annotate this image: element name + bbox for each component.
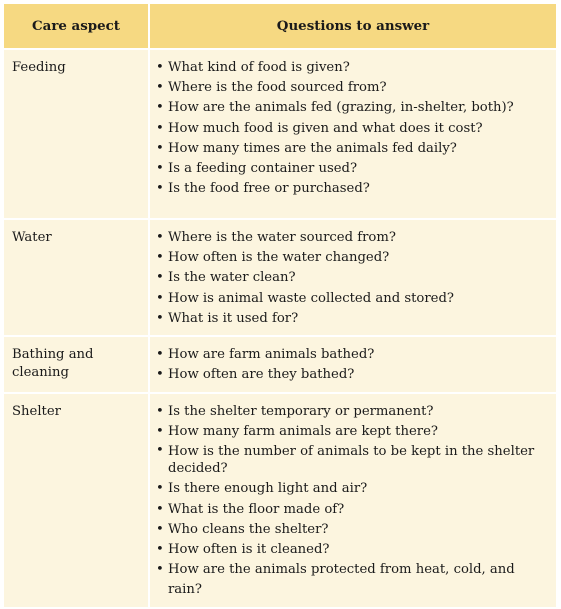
table-row-bathing-cleaning: [4, 337, 556, 392]
question-item: • How many farm animals are kept there?: [156, 422, 548, 442]
question-item: • How are the animals fed (grazing, in-shelter, both)?: [156, 98, 548, 118]
care-aspect-cell: Bathing and cleaning: [4, 337, 148, 392]
question-list: [156, 58, 548, 199]
question-item: • Is the food free or purchased?: [156, 179, 548, 199]
question-item: • How much food is given and what does it cost?: [156, 119, 548, 139]
question-item: • Who cleans the shelter?: [156, 520, 548, 540]
question-list: [156, 345, 548, 385]
question-item: • Is the shelter temporary or permanent?: [156, 402, 548, 422]
header-care-aspect: Care aspect: [4, 4, 148, 48]
table-row-shelter: [4, 394, 556, 607]
question-item: • How often is it cleaned?: [156, 540, 548, 560]
questions-cell: [150, 394, 556, 607]
question-item: • Is a feeding container used?: [156, 159, 548, 179]
care-aspect-cell: Feeding: [4, 50, 148, 218]
question-item: • Where is the water sourced from?: [156, 228, 548, 248]
question-list: [156, 402, 548, 601]
header-row: [4, 4, 556, 48]
question-item: • How is animal waste collected and stored?: [156, 289, 548, 309]
header-questions: Questions to answer: [150, 4, 556, 48]
question-item: • What is the floor made of?: [156, 500, 548, 520]
question-item: • Where is the food sourced from?: [156, 78, 548, 98]
question-item: • How are the animals protected from heat, cold, and rain?: [156, 560, 548, 600]
question-item: • Is the water clean?: [156, 268, 548, 288]
table-row-water: [4, 220, 556, 335]
question-item: • What kind of food is given?: [156, 58, 548, 78]
care-aspects-table: [2, 2, 558, 609]
table-row-feeding: [4, 50, 556, 218]
question-item: • What is it used for?: [156, 309, 548, 329]
question-item: • How is the number of animals to be kept in the shelter decided?: [156, 442, 548, 479]
question-list: [156, 228, 548, 329]
questions-cell: [150, 50, 556, 218]
questions-cell: [150, 337, 556, 392]
questions-cell: [150, 220, 556, 335]
care-aspect-cell: Water: [4, 220, 148, 335]
question-item: • Is there enough light and air?: [156, 479, 548, 499]
question-item: • How are farm animals bathed?: [156, 345, 548, 365]
care-aspect-cell: Shelter: [4, 394, 148, 607]
question-item: • How many times are the animals fed daily?: [156, 139, 548, 159]
question-item: • How often is the water changed?: [156, 248, 548, 268]
question-item: • How often are they bathed?: [156, 365, 548, 385]
